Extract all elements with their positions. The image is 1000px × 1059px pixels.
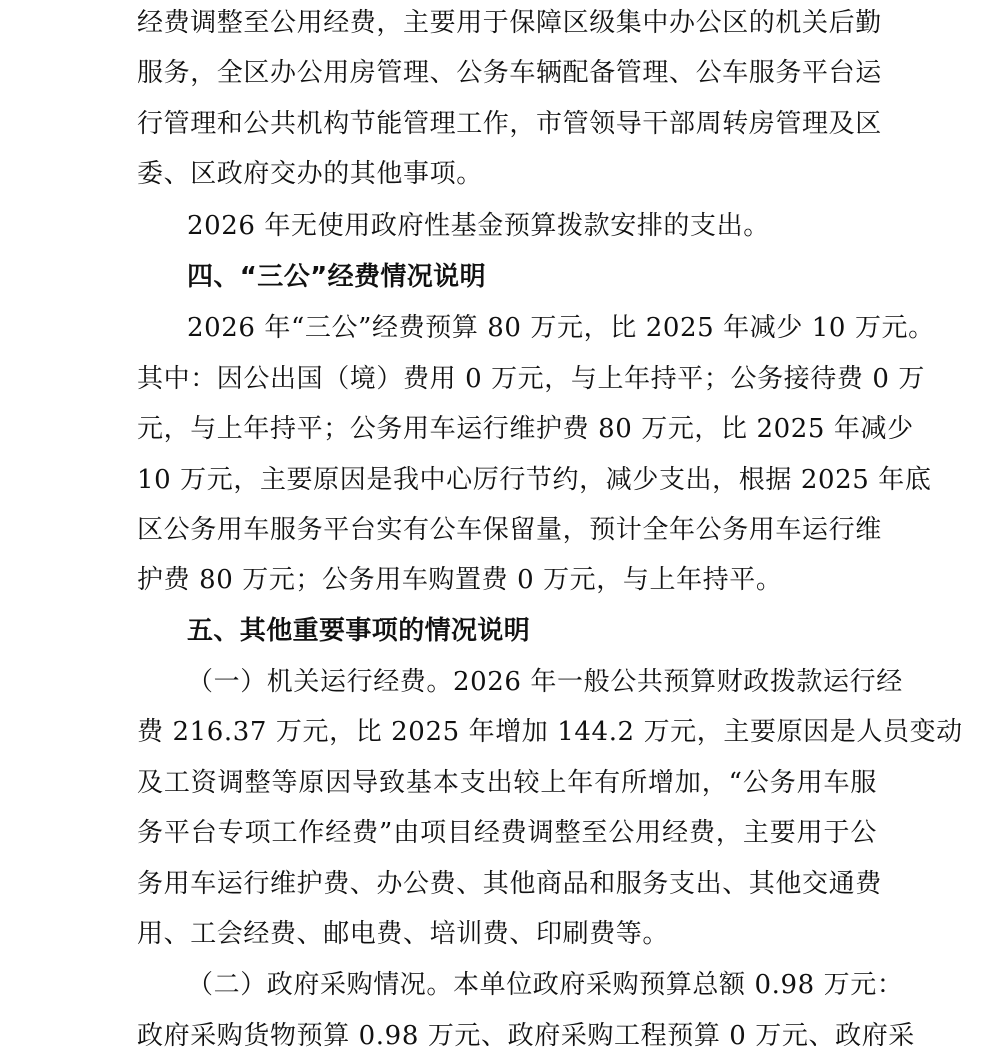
- paragraph-line: 服务，全区办公用房管理、公务车辆配备管理、公车服务平台运: [137, 58, 882, 88]
- paragraph-line: 费 216.37 万元，比 2025 年增加 144.2 万元，主要原因是人员变动: [137, 717, 963, 747]
- paragraph-line: 10 万元，主要原因是我中心厉行节约，减少支出，根据 2025 年底: [137, 465, 932, 495]
- paragraph-line: 其中：因公出国（境）费用 0 万元，与上年持平；公务接待费 0 万: [137, 364, 925, 394]
- section-heading-other-matters: 五、其他重要事项的情况说明: [187, 616, 531, 646]
- paragraph-line: 区公务用车服务平台实有公车保留量，预计全年公务用车运行维: [137, 515, 882, 545]
- paragraph-line: 务用车运行维护费、办公费、其他商品和服务支出、其他交通费: [137, 869, 882, 899]
- paragraph-line: 务平台专项工作经费”由项目经费调整至公用经费，主要用于公: [137, 818, 877, 848]
- paragraph-line: 2026 年无使用政府性基金预算拨款安排的支出。: [187, 211, 770, 241]
- paragraph-line: 行管理和公共机构节能管理工作，市管领导干部周转房管理及区: [137, 109, 882, 139]
- paragraph-line: 政府采购货物预算 0.98 万元、政府采购工程预算 0 万元、政府采: [137, 1021, 915, 1051]
- paragraph-line: 元，与上年持平；公务用车运行维护费 80 万元，比 2025 年减少: [137, 414, 914, 444]
- paragraph-line: （一）机关运行经费。2026 年一般公共预算财政拨款运行经: [187, 667, 903, 697]
- paragraph-line: 2026 年“三公”经费预算 80 万元，比 2025 年减少 10 万元。: [187, 313, 935, 343]
- paragraph-line: 经费调整至公用经费，主要用于保障区级集中办公区的机关后勤: [137, 8, 882, 38]
- paragraph-line: （二）政府采购情况。本单位政府采购预算总额 0.98 万元：: [187, 970, 904, 1000]
- section-heading-three-public: 四、“三公”经费情况说明: [187, 262, 486, 292]
- paragraph-line: 护费 80 万元；公务用车购置费 0 万元，与上年持平。: [137, 565, 783, 595]
- paragraph-line: 委、区政府交办的其他事项。: [137, 159, 483, 189]
- paragraph-line: 用、工会经费、邮电费、培训费、印刷费等。: [137, 919, 670, 949]
- paragraph-line: 及工资调整等原因导致基本支出较上年有所增加，“公务用车服: [137, 768, 877, 798]
